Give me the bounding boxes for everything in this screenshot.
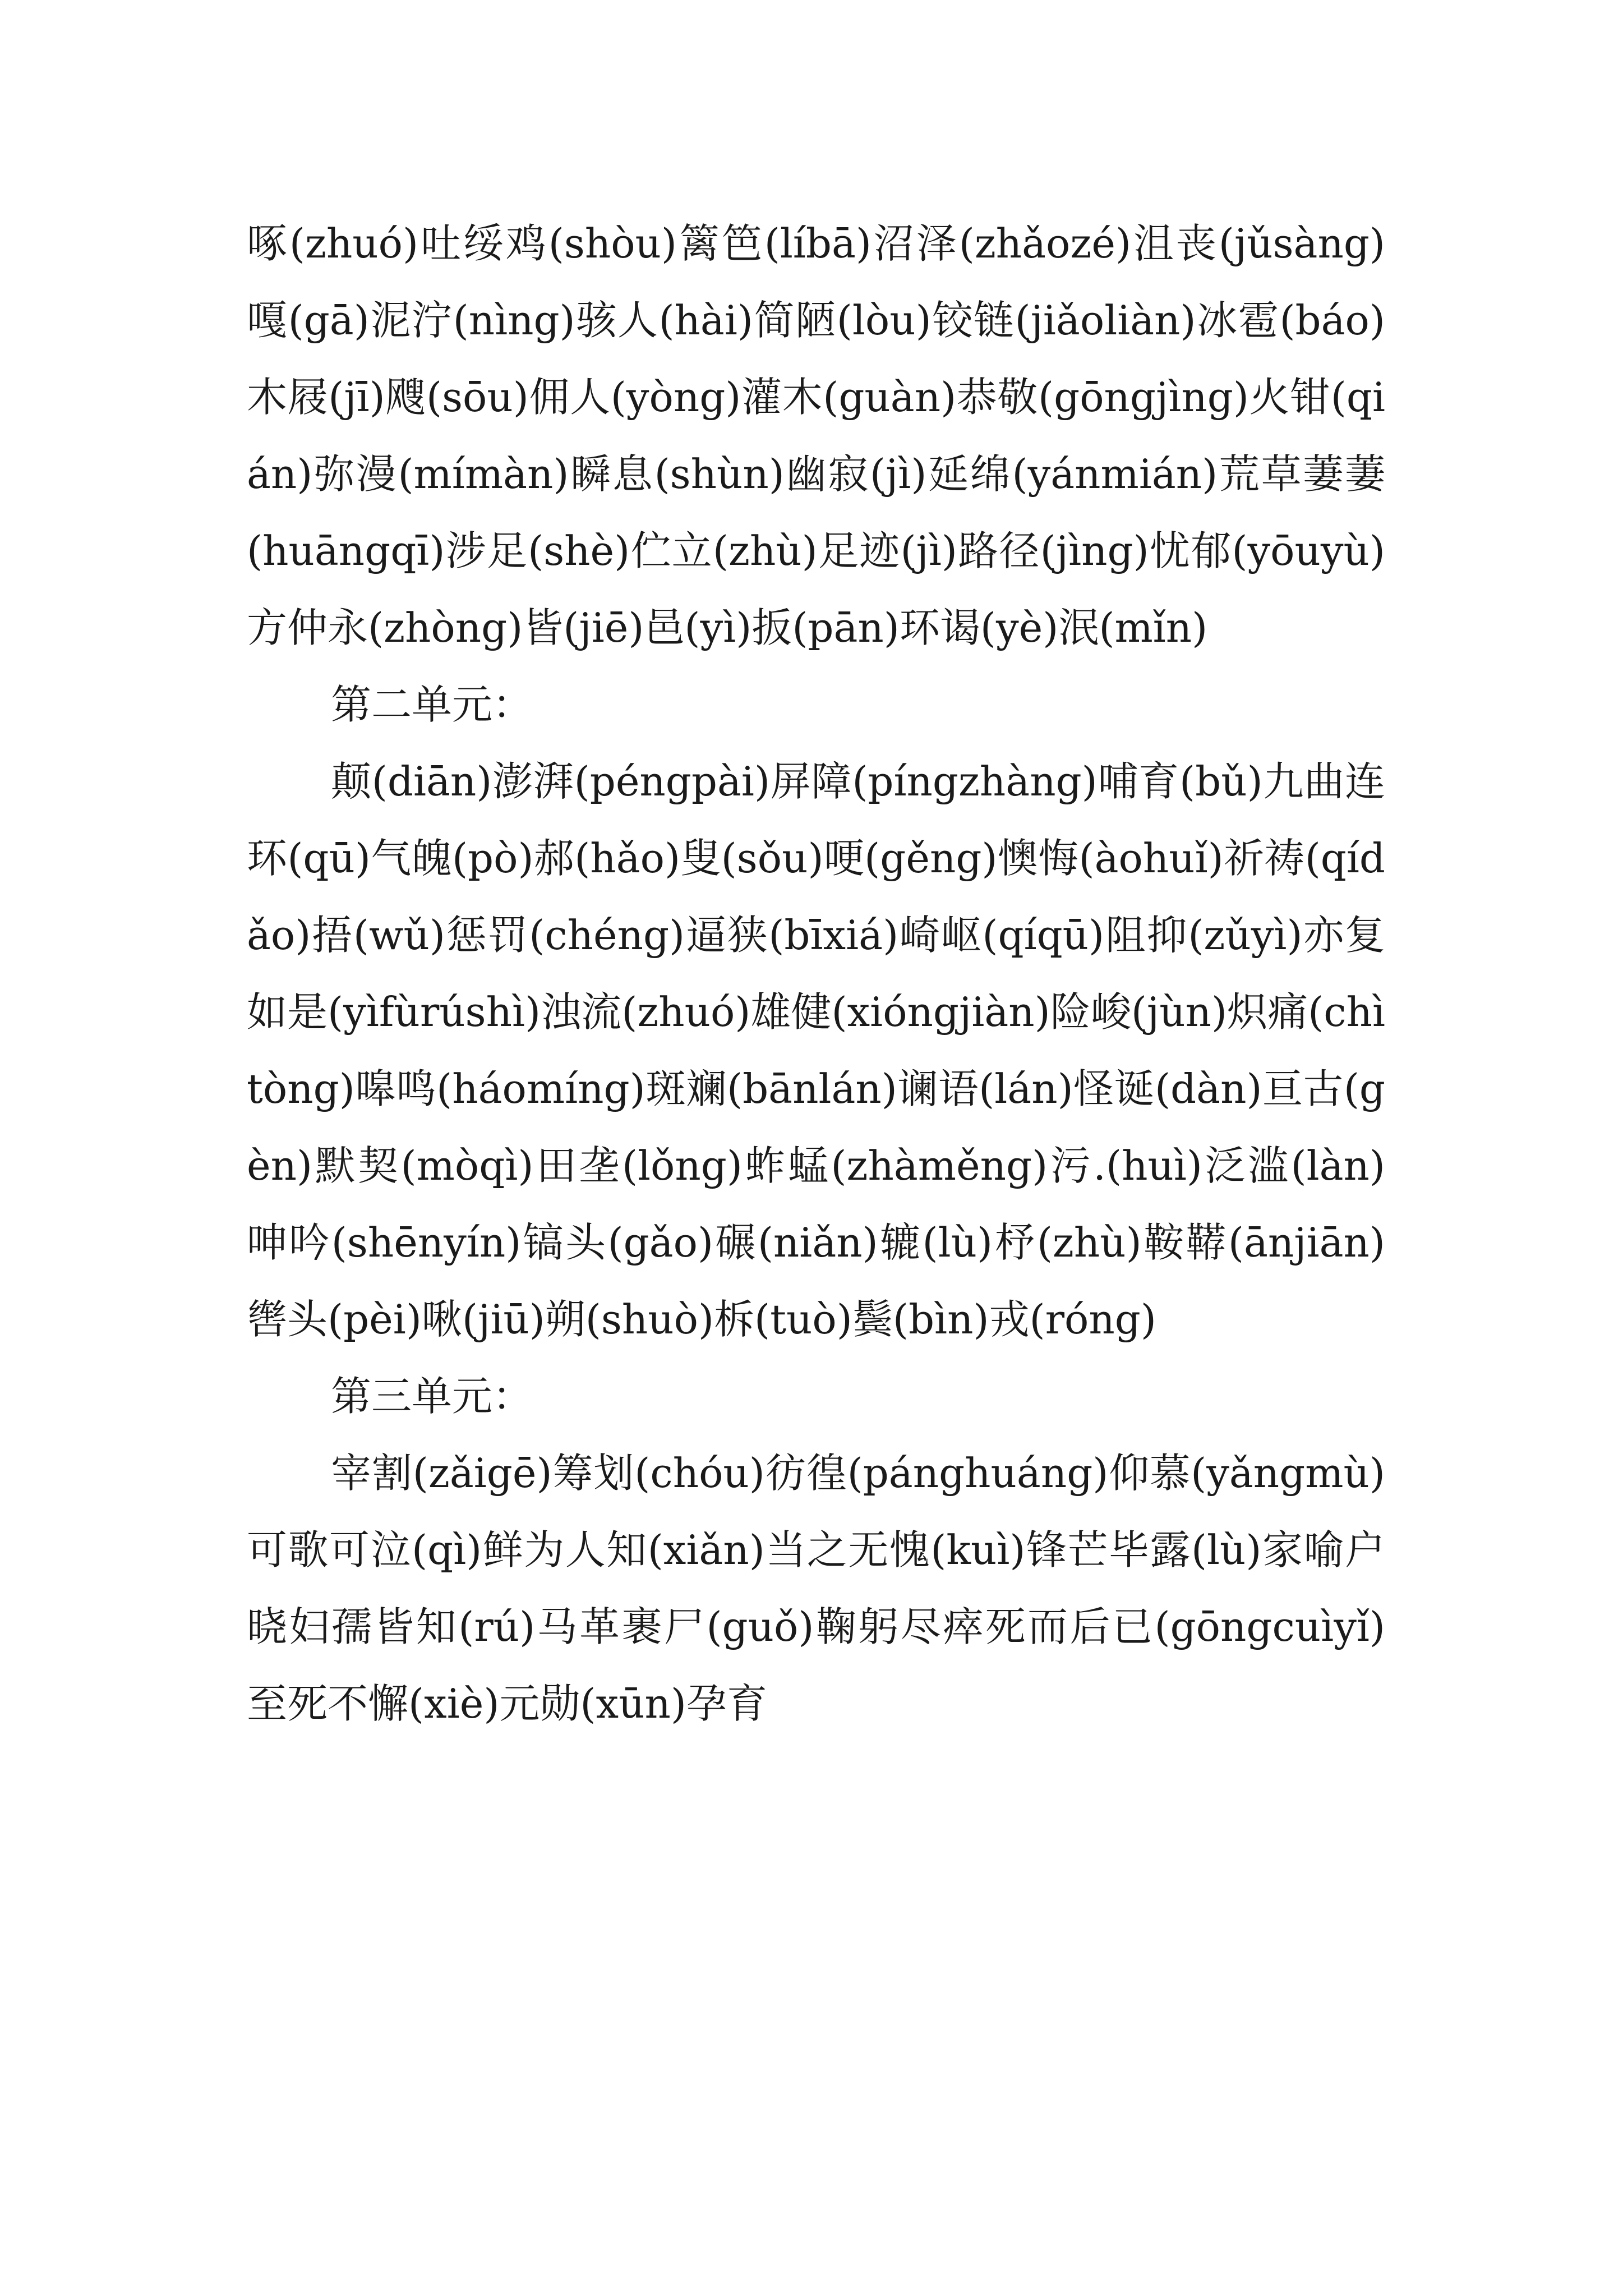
document-body (247, 205, 1385, 1742)
heading-unit-two: 第二单元： (331, 681, 533, 728)
paragraph-unit-one-vocab: 啄(zhuó)吐绥鸡(shòu)篱笆(líbā)沼泽(zhǎozé)沮丧(jǔsàng)嘎(gā)泥泞(nìng)骇人(hài)简陋(lòu)铰链(jiǎoliàn)冰雹(báo)木屐(jī)飕(sōu)佣人(yòng)灌木(guàn)恭敬(gōngjìng)火钳(qián)弥漫(mímàn)瞬息(shùn)幽寂(jì)延绵(yánmián)荒草萋萋(huāngqī)涉足(shè)伫立(zhù)足迹(jì)路径(jìng)忧郁(yōuyù)方仲永(zhòng)皆(jiē)邑(yì)扳(pān)环谒(yè)泯(mǐn) (247, 220, 1385, 651)
heading-unit-three: 第三单元： (331, 1373, 533, 1420)
paragraph-unit-two-vocab: 颠(diān)澎湃(péngpài)屏障(píngzhàng)哺育(bǔ)九曲连环(qū)气魄(pò)郝(hǎo)叟(sǒu)哽(gěng)懊悔(àohuǐ)祈祷(qídǎo)捂(wǔ)惩罚(chéng)逼狭(bīxiá)崎岖(qíqū)阻抑(zǔyì)亦复如是(yìfùrúshì)浊流(zhuó)雄健(xióngjiàn)险峻(jùn)炽痛(chìtòng)嗥鸣(háomíng)斑斓(bānlán)谰语(lán)怪诞(dàn)亘古(gèn)默契(mòqì)田垄(lǒng)蚱蜢(zhàměng)污.(huì)泛滥(làn)呻吟(shēnyín)镐头(gǎo)碾(niǎn)辘(lù)杼(zhù)鞍鞯(ānjiān)辔头(pèi)啾(jiū)朔(shuò)柝(tuò)鬓(bìn)戎(róng) (247, 758, 1385, 1343)
paragraph-unit-three-vocab: 宰割(zǎigē)筹划(chóu)彷徨(pánghuáng)仰慕(yǎngmù)可歌可泣(qì)鲜为人知(xiǎn)当之无愧(kuì)锋芒毕露(lù)家喻户晓妇孺皆知(rú)马革裹尸(guǒ)鞠躬尽瘁死而后已(gōngcuìyǐ)至死不懈(xiè)元勋(xūn)孕育 (247, 1450, 1385, 1727)
